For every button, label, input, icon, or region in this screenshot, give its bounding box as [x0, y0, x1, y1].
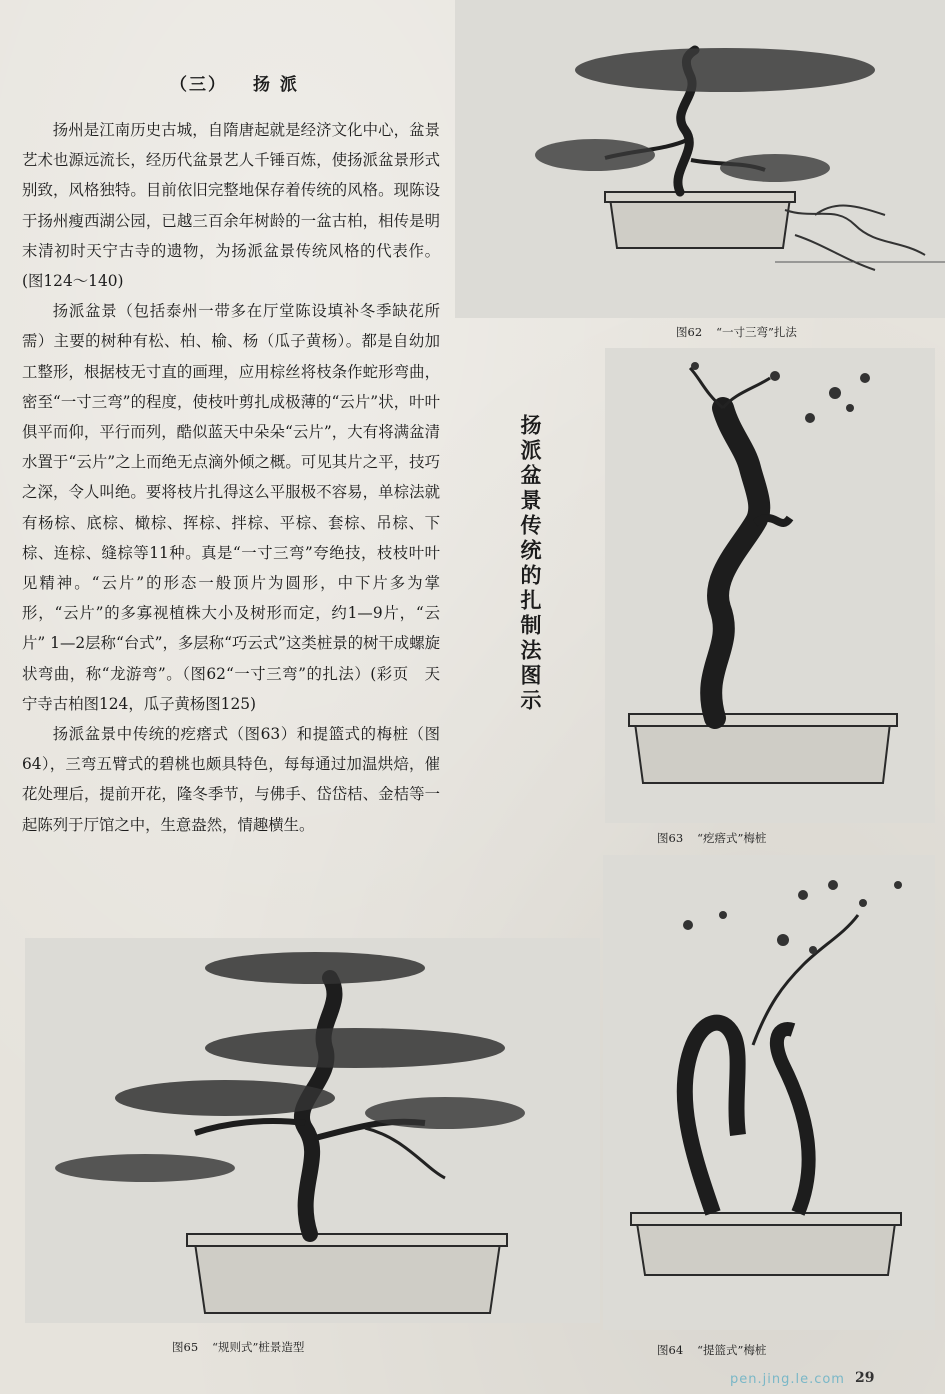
figure-63-image [605, 348, 935, 823]
figure-63-number: 图63 [657, 831, 684, 845]
figure-65-image [25, 938, 600, 1323]
bonsai-drawing-63 [605, 348, 935, 823]
figure-62-number: 图62 [676, 325, 703, 339]
bonsai-drawing-64 [603, 855, 935, 1330]
section-title: 扬 派 [253, 75, 299, 95]
figure-63-caption [657, 830, 766, 846]
figure-65-number: 图65 [172, 1340, 199, 1354]
figure-64-image [603, 855, 935, 1330]
watermark: pen.jing.le.com [730, 1372, 845, 1387]
vertical-title: 扬派盆景传统的扎制法图示 [518, 414, 543, 714]
figure-64-number: 图64 [657, 1343, 684, 1357]
bonsai-drawing-62 [455, 0, 945, 318]
figure-63-title: “疙瘩式”梅桩 [697, 831, 767, 845]
section-number: （三） [170, 75, 227, 95]
article-body [22, 115, 440, 840]
bonsai-drawing-65 [25, 938, 600, 1323]
figure-65-title: “规则式”桩景造型 [212, 1340, 305, 1354]
figure-62-image [455, 0, 945, 318]
paragraph-2: 扬派盆景（包括泰州一带多在厅堂陈设填补冬季缺花所需）主要的树种有松、柏、榆、杨（瓜子黄杨）。都是自幼加工整形，根据枝无寸直的画理，应用棕丝将枝条作蛇形弯曲，密至“一寸三弯”的程度，使枝叶剪扎成极薄的“云片”状，叶叶俱平而仰，平行而列，酷似蓝天中朵朵“云片”，大有将满盆清水置于“云片”之上而绝无点滴外倾之概。可见其片之平，技巧之深，令人叫绝。要将枝片扎得这么平服极不容易，单棕法就有杨棕、底棕、橄棕、挥棕、拌棕、平棕、套棕、吊棕、下棕、连棕、缝棕等11种。真是“一寸三弯”夸绝技，枝枝叶叶见精神。“云片”的形态一般顶片为圆形，中下片多为掌形，“云片”的多寡视植株大小及树形而定，约1—9片，“云片” 1—2层称“台式”，多层称“巧云式”这类桩景的树干成螺旋状弯曲，称“龙游弯”。（图62“一寸三弯”的扎法）(彩页 天宁寺古柏图124，瓜子黄杨图125) [22, 302, 440, 713]
paragraph-1: 扬州是江南历史古城，自隋唐起就是经济文化中心，盆景艺术也源远流长，经历代盆景艺人千锤百炼，使扬派盆景形式别致，风格独特。目前依旧完整地保存着传统的风格。现陈设于扬州瘦西湖公园，已越三百余年树龄的一盆古柏，相传是明末清初时天宁古寺的遗物，为扬派盆景传统风格的代表作。(图124～140) [22, 121, 440, 291]
figure-62-title: “一寸三弯”扎法 [716, 325, 797, 339]
figure-65-caption [172, 1339, 304, 1355]
page-number: 29 [855, 1370, 875, 1386]
figure-64-caption [657, 1342, 766, 1358]
figure-64-title: “提篮式”梅桩 [697, 1343, 767, 1357]
paragraph-3: 扬派盆景中传统的疙瘩式（图63）和提篮式的梅桩（图64），三弯五臂式的碧桃也颇具特色，每每通过加温烘焙，催花处理后，提前开花，隆冬季节，与佛手、岱岱桔、金桔等一起陈列于厅馆之中，生意盎然，情趣横生。 [22, 725, 440, 834]
section-heading [170, 70, 350, 95]
figure-62-caption [676, 324, 797, 340]
